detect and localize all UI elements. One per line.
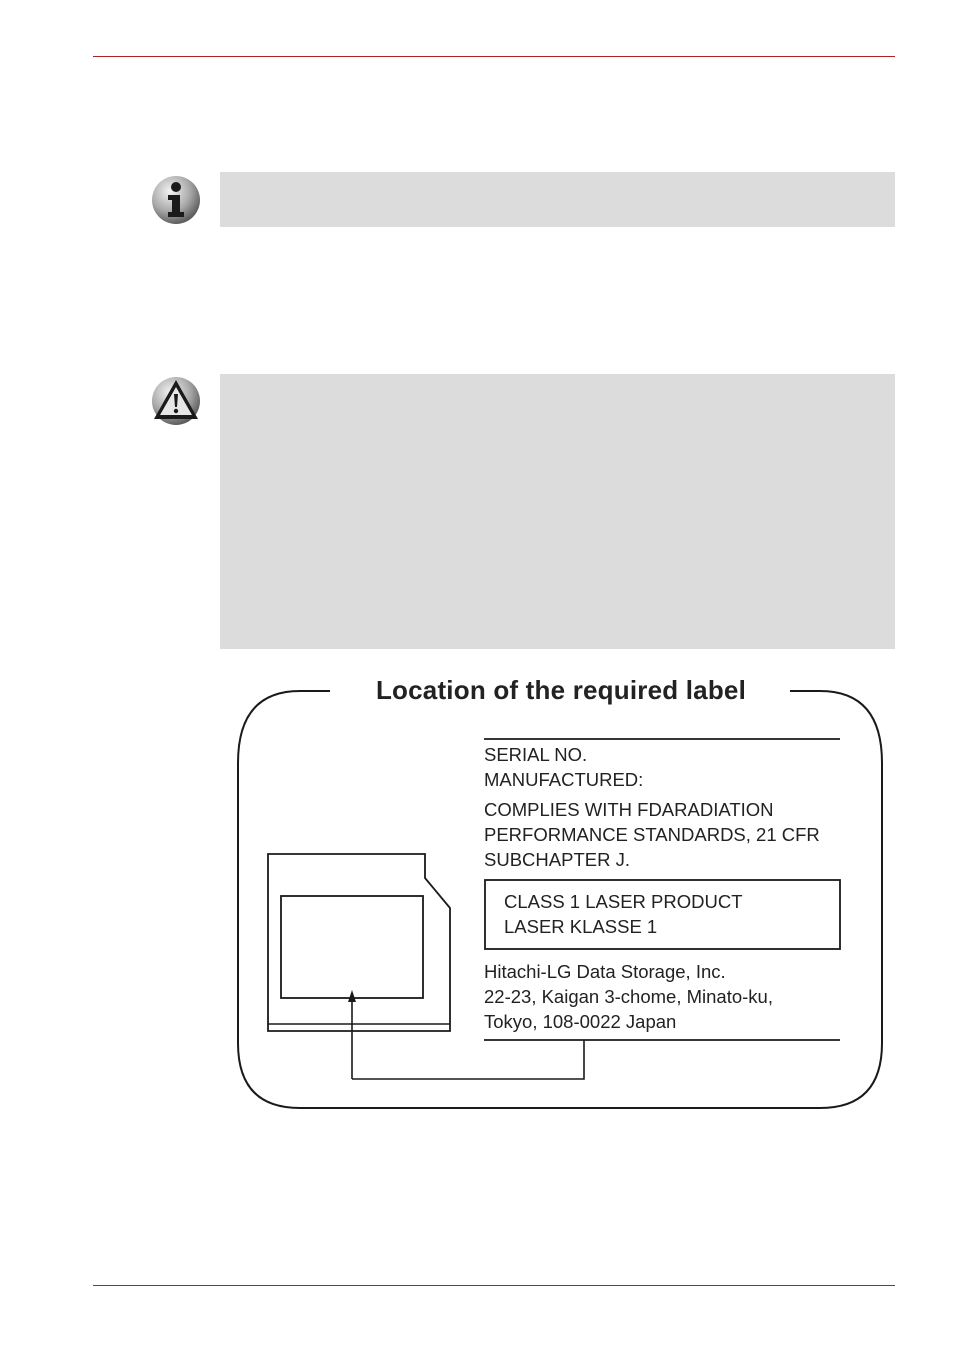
laser-class-line-2: LASER KLASSE 1 (504, 916, 658, 937)
manufacturer-name: Hitachi-LG Data Storage, Inc. (484, 961, 726, 982)
compliance-line-1: COMPLIES WITH FDARADIATION (484, 799, 774, 820)
manufacturer-address-1: 22-23, Kaigan 3-chome, Minato-ku, (484, 986, 773, 1007)
header-rule (93, 56, 895, 57)
info-note-box (220, 172, 895, 227)
info-icon (150, 174, 202, 226)
manufacturer-address-2: Tokyo, 108-0022 Japan (484, 1011, 677, 1032)
compliance-line-3: SUBCHAPTER J. (484, 849, 630, 870)
laser-class-line-1: CLASS 1 LASER PRODUCT (504, 891, 743, 912)
caution-note-box (220, 374, 895, 649)
footer-rule (93, 1285, 895, 1286)
compliance-line-2: PERFORMANCE STANDARDS, 21 CFR (484, 824, 820, 845)
label-area (281, 896, 423, 998)
manufactured-label: MANUFACTURED: (484, 769, 644, 790)
figure-title: Location of the required label (375, 675, 747, 705)
serial-number-label: SERIAL NO. (484, 744, 588, 765)
arrow-head (348, 990, 356, 1002)
caution-icon (150, 375, 202, 427)
